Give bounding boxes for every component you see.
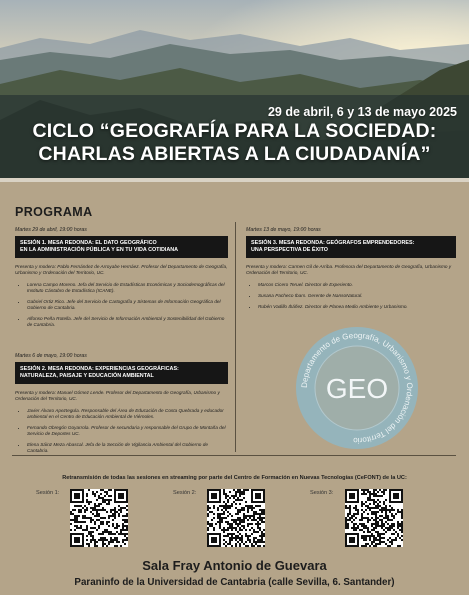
qr-code-session-2[interactable] [207, 489, 265, 547]
session-2-speaker: • Javier Álvaro Apeztegula. Responsable del Área de Educación de Costa Quebrada y educador ambiental en el Centro de Educación Ambiental de Viérnoles. [27, 408, 228, 420]
session-2-date: Martes 6 de mayo, 19:00 horas [15, 353, 87, 359]
session-2-title-box [15, 362, 228, 384]
qr-code-session-3[interactable] [345, 489, 403, 547]
header-divider [0, 178, 469, 182]
session-3-title-line-1: SESIÓN 3. MESA REDONDA: GEÓGRAFOS EMPRENDEDORES: [251, 240, 415, 246]
session-2-presenter: Presenta y modera: Manuel Gómez Lende. Profesor del Departamento de Geografía, Urbanismo y Ordenación del Territorio, UC. [15, 390, 220, 401]
session-3-speaker: • Marcos Cicero Teruel. Director de Experiento. [258, 282, 456, 288]
qr-label-session-3: Sesión 3: [310, 490, 334, 496]
session-1-title-box [15, 236, 228, 258]
session-3-speakers [246, 282, 456, 310]
session-2-speakers [15, 408, 228, 454]
seal-center-text: GEO [325, 373, 389, 404]
session-1-title-line-2: EN LA ADMINISTRACIÓN PÚBLICA Y EN TU VIDA COTIDIANA [20, 247, 179, 253]
section-divider [12, 455, 456, 456]
session-1 [15, 227, 228, 333]
session-1-presenter: Presenta y modera: Pablo Fernández de Arroyabe Hernáez. Profesor del Departamento de Geografía, Urbanismo y Ordenación del Territorio, UC. [15, 264, 228, 275]
session-3-speaker: • Rubén Vadillo Ibáñez. Director de Planea Medio Ambiente y Urbanismo. [258, 304, 456, 310]
session-3 [246, 227, 456, 315]
title-line-2: CHARLAS ABIERTAS A LA CIUDADANÍA” [38, 143, 431, 165]
session-3-presenter: Presenta y modera: Carmen Gil de Arriba. Profesora del Departamento de Geografía, Urbanismo y Ordenación del Territorio, UC. [246, 264, 452, 275]
session-3-title-box [246, 236, 456, 258]
column-divider [235, 222, 236, 452]
streaming-note: Retransmisión de todas las sesiones en streaming por parte del Centro de Formación en Nuevas Tecnologías (CeFONT) de la UC: [62, 475, 407, 481]
session-1-title-line-1: SESIÓN 1. MESA REDONDA: EL DATO GEOGRÁFICO [20, 240, 157, 246]
qr-label-session-1: Sesión 1: [36, 490, 60, 496]
session-2-speaker: • Fernando Obregón Goyarrola. Profesor de secundaria y responsable del Grupo de Montaña del Servicio de Deportes UC. [27, 425, 228, 437]
session-1-date: Martes 29 de abril, 19:00 horas [15, 227, 87, 233]
session-2-title-line-2: NATURALEZA, PAISAJE Y EDUCACIÓN AMBIENTAL [20, 373, 154, 379]
venue-address: Paraninfo de la Universidad de Cantabria (calle Sevilla, 6. Santander) [74, 577, 395, 588]
venue-name: Sala Fray Antonio de Guevara [142, 558, 327, 573]
qr-label-session-2: Sesión 2: [173, 490, 197, 496]
title-line-1: CICLO “GEOGRAFÍA PARA LA SOCIEDAD: [32, 120, 437, 142]
seal-ring-text: Departamento de Geografía, Urbanismo y Ordenación del Territorio [299, 330, 415, 446]
session-1-speakers [15, 282, 228, 328]
geo-department-seal [294, 325, 420, 451]
session-3-date: Martes 13 de mayo, 19:00 horas [246, 227, 321, 233]
event-dates: 29 de abril, 6 y 13 de mayo 2025 [267, 105, 457, 119]
qr-code-session-1[interactable] [70, 489, 128, 547]
programa-heading: PROGRAMA [15, 205, 93, 219]
session-2-title-line-1: SESIÓN 2. MESA REDONDA: EXPERIENCIAS GEOGRÁFICAS: [20, 366, 179, 372]
session-2 [15, 353, 228, 459]
session-2-speaker: • Elena Sáinz Meza Abascal. Jefa de la Sección de Vigilancia Ambiental del Gobierno de Cantabria. [27, 442, 228, 454]
session-1-speaker: • Gabriel Ortiz Rico. Jefe del Servicio de Cartografía y Sistemas de Información Geográfica del Gobierno de Cantabria. [27, 299, 228, 311]
session-3-title-line-2: UNA PERSPECTIVA DE ÉXITO [251, 247, 328, 253]
session-3-speaker: • Susana Pacheco Ibars. Gerente de NansoNatural. [258, 293, 456, 299]
session-1-speaker: • Lorena Campo Moreno. Jefa del Servicio de Estadísticas Económicas y Sociodemográficas del Instituto Cántabro de Estadística (ICANE). [27, 282, 228, 294]
session-1-speaker: • Alfonso Peña Rotella. Jefe del Servicio de Información Ambiental y Sostenibilidad del Gobierno de Cantabria. [27, 316, 228, 328]
event-title [0, 120, 469, 166]
